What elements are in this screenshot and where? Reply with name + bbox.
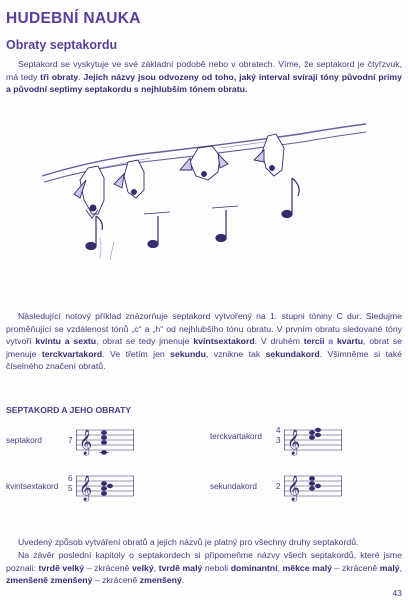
summary-paragraph (6, 549, 402, 587)
text-run: kvintsextakord (193, 336, 255, 347)
text-run: . V druhém (254, 336, 304, 347)
chord-label: sekundakord (210, 482, 257, 491)
figure-bottom: 7 (68, 436, 73, 445)
text-run: zmenšeně zmenšený (6, 575, 93, 586)
text-run: malý (379, 562, 400, 573)
music-note-icon (282, 178, 299, 218)
text-run: , (277, 562, 283, 573)
text-run: , vznikne tak (205, 348, 266, 359)
staff-sekundakord (284, 468, 344, 504)
example-block (0, 422, 408, 532)
text-run: Septakord se vyskytuje ve své základní podobě nebo v obratech. Víme, že septakord je čtyřzvuk, má tedy (6, 59, 402, 82)
text-run: . Ve třetím jen (102, 348, 171, 359)
treble-clef-icon: 𝄞 (79, 429, 93, 454)
staff-septakord (76, 422, 136, 458)
text-run: zmenšený (139, 575, 182, 586)
chord-label: kvintsextakord (6, 482, 59, 491)
text-run: Jejich názvy jsou odvozeny od toho, jaký interval svírají tóny původní primy a původní septimy septakordu s nejhlubším tónem obratu. (6, 71, 402, 95)
figure-bottom: 3 (276, 436, 281, 445)
text-run: kvartu (336, 336, 364, 347)
text-run: – zkráceně (331, 562, 380, 573)
text-run: – zkráceně (84, 562, 132, 573)
example-heading: SEPTAKORD A JEHO OBRATY (6, 405, 132, 415)
text-run: tvrdě velký (38, 562, 85, 573)
text-run: , obrat se tedy jmenuje (96, 336, 194, 347)
treble-clef-icon: 𝄞 (79, 475, 93, 500)
text-run: sekundakord (265, 348, 320, 359)
staff-kvintsextakord (76, 468, 136, 504)
bat-icon (74, 166, 104, 218)
bats-illustration (40, 118, 370, 278)
validity-paragraph (6, 536, 402, 549)
figure-bottom: 5 (68, 484, 73, 493)
figure-top: 4 (276, 426, 281, 435)
intro-paragraph (6, 58, 402, 96)
explanation-paragraph (6, 310, 402, 373)
music-note-icon (212, 206, 238, 242)
text-run: Uvedený způsob vytváření obratů a jejich názvů je platný pro všechny druhy septakordů. (18, 537, 359, 547)
text-run: velký (131, 562, 154, 573)
text-run: sekundu (170, 348, 206, 359)
text-run: , (399, 562, 403, 573)
text-run: měkce malý (282, 562, 332, 573)
figure-bottom: 2 (276, 482, 281, 491)
text-run: tercii (303, 336, 325, 347)
text-run: kvintu a sextu (35, 336, 97, 347)
treble-clef-icon: 𝄞 (287, 429, 301, 454)
text-run: . Všimněme si také číselného značení obratů. (6, 348, 403, 372)
text-run: dominantní (230, 562, 278, 573)
music-note-icon (86, 216, 102, 250)
text-run: , (153, 562, 159, 573)
page-number: 43 (392, 588, 402, 598)
text-run: neboli (202, 562, 231, 573)
chord-label: terckvartakord (210, 432, 262, 441)
text-run: , obrat se jmenuje (6, 336, 403, 359)
text-run: – zkráceně (92, 575, 140, 586)
section-title: HUDEBNÍ NAUKA (6, 10, 141, 27)
text-run: tři obraty (40, 71, 79, 82)
text-run: a (324, 336, 337, 347)
treble-clef-icon: 𝄞 (287, 475, 301, 500)
bat-icon (180, 146, 228, 180)
subtitle: Obraty septakordu (6, 38, 118, 52)
text-run: Na závěr poslední kapitoly o septakordech si připomeňme názvy všech septakordů, které jsme poznali: (6, 550, 402, 573)
text-run: Následující notový příklad znázorňuje septakord vytvořený na 1. stupni tóniny C dur. Sledujme proměňující se vzdálenost tónů „c“ a „h“ od nejhlubšího tónu obratu. V prvním obratu sledované tóny vytvoří (6, 311, 402, 347)
staff-terckvartakord (284, 422, 344, 458)
text-run: terckvartakord (41, 348, 103, 359)
chord-label: septakord (6, 436, 42, 445)
text-run: . (181, 575, 185, 586)
text-run: . (78, 71, 84, 82)
music-note-icon (144, 212, 170, 248)
text-run: tvrdě malý (158, 562, 203, 573)
figure-top: 6 (68, 474, 73, 483)
